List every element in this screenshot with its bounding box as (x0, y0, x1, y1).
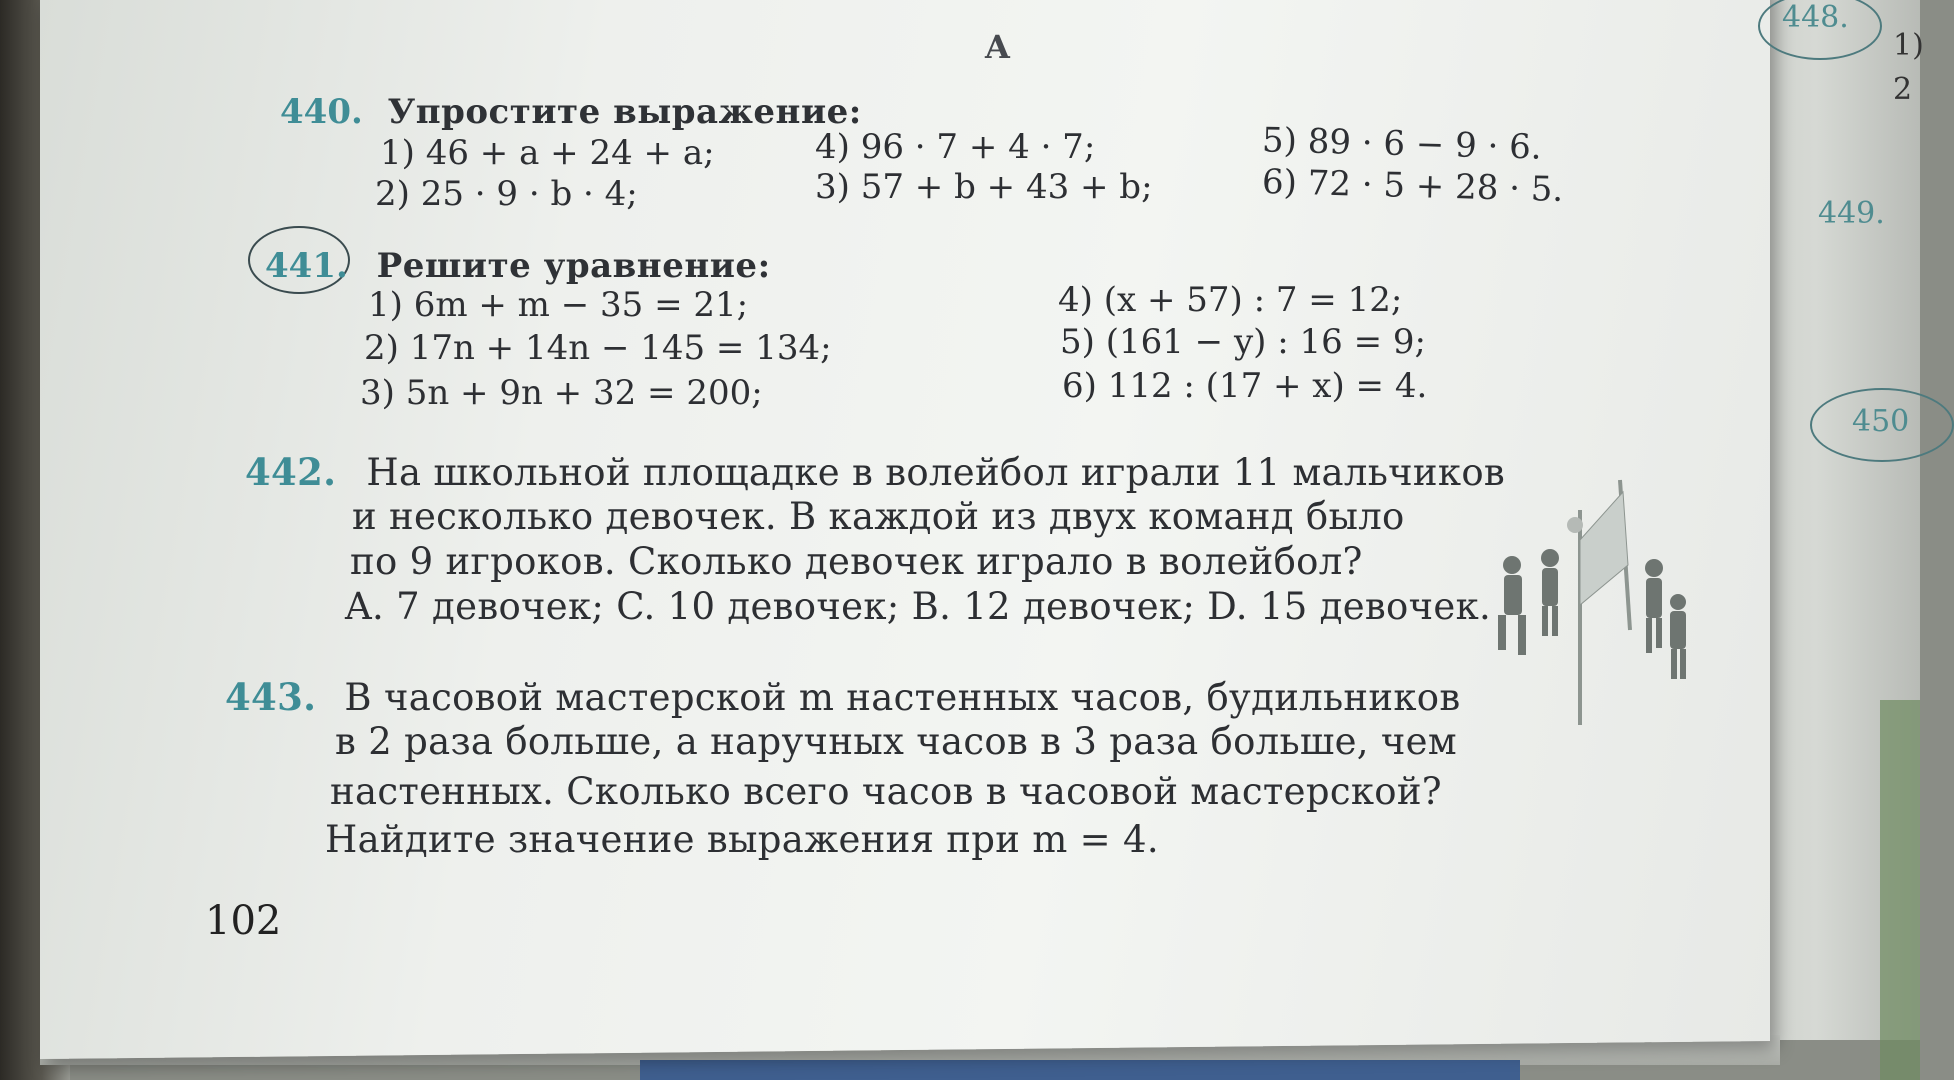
equation-441-6: 6) 112 : (17 + x) = 4. (1062, 366, 1428, 406)
equation-441-5: 5) (161 − y) : 16 = 9; (1060, 322, 1426, 362)
problem-443-line-3: настенных. Сколько всего часов в часовой мастерской? (330, 770, 1442, 813)
equation-441-1: 1) 6m + m − 35 = 21; (368, 285, 749, 325)
expr-440-6: 6) 72 · 5 + 28 · 5. (1261, 162, 1564, 210)
problem-number: 441. (265, 246, 348, 286)
problem-text: В часовой мастерской m настенных часов, будильников (344, 676, 1461, 719)
problem-443-line-4: Найдите значение выражения при m = 4. (325, 818, 1159, 861)
expr-440-4: 4) 96 · 7 + 4 · 7; (815, 127, 1096, 167)
problem-number: 442. (245, 450, 337, 494)
right-page-fragment: 1) (1893, 28, 1924, 63)
background-strip (640, 1060, 1520, 1080)
expr-440-3: 3) 57 + b + 43 + b; (815, 167, 1153, 207)
problem-440-header (280, 92, 862, 132)
background-surface (1880, 700, 1920, 1080)
right-page-number-448: 448. (1782, 0, 1849, 35)
problem-text: На школьной площадке в волейбол играли 11 мальчиков (366, 451, 1506, 494)
equation-441-2: 2) 17n + 14n − 145 = 134; (364, 328, 832, 368)
volleyball-illustration (1480, 470, 1710, 730)
problem-442-answers: A. 7 девочек; C. 10 девочек; B. 12 девочек; D. 15 девочек. (345, 585, 1492, 628)
problem-number: 443. (225, 675, 317, 719)
right-page-fragment: 2 (1893, 72, 1913, 107)
problem-number: 440. (280, 92, 363, 132)
expr-440-1: 1) 46 + a + 24 + a; (380, 133, 715, 173)
right-page-number-449: 449. (1818, 196, 1885, 231)
expr-440-5: 5) 89 · 6 − 9 · 6. (1261, 120, 1543, 168)
equation-441-4: 4) (x + 57) : 7 = 12; (1058, 280, 1403, 320)
problem-title: Упростите выражение: (387, 92, 862, 132)
problem-441-header (265, 246, 771, 286)
section-letter: A (985, 28, 1010, 66)
problem-442-line-1 (245, 450, 1505, 494)
expr-440-2: 2) 25 · 9 · b · 4; (375, 174, 638, 214)
problem-443-line-2: в 2 раза больше, а наручных часов в 3 раза больше, чем (335, 720, 1457, 763)
problem-442-line-2: и несколько девочек. В каждой из двух команд было (352, 495, 1405, 538)
right-page-number-450: 450 (1852, 404, 1910, 439)
page-number: 102 (205, 898, 282, 944)
problem-443-line-1 (225, 675, 1460, 719)
problem-title: Решите уравнение: (376, 246, 771, 286)
equation-441-3: 3) 5n + 9n + 32 = 200; (360, 373, 763, 413)
problem-442-line-3: по 9 игроков. Сколько девочек играло в волейбол? (350, 540, 1363, 583)
